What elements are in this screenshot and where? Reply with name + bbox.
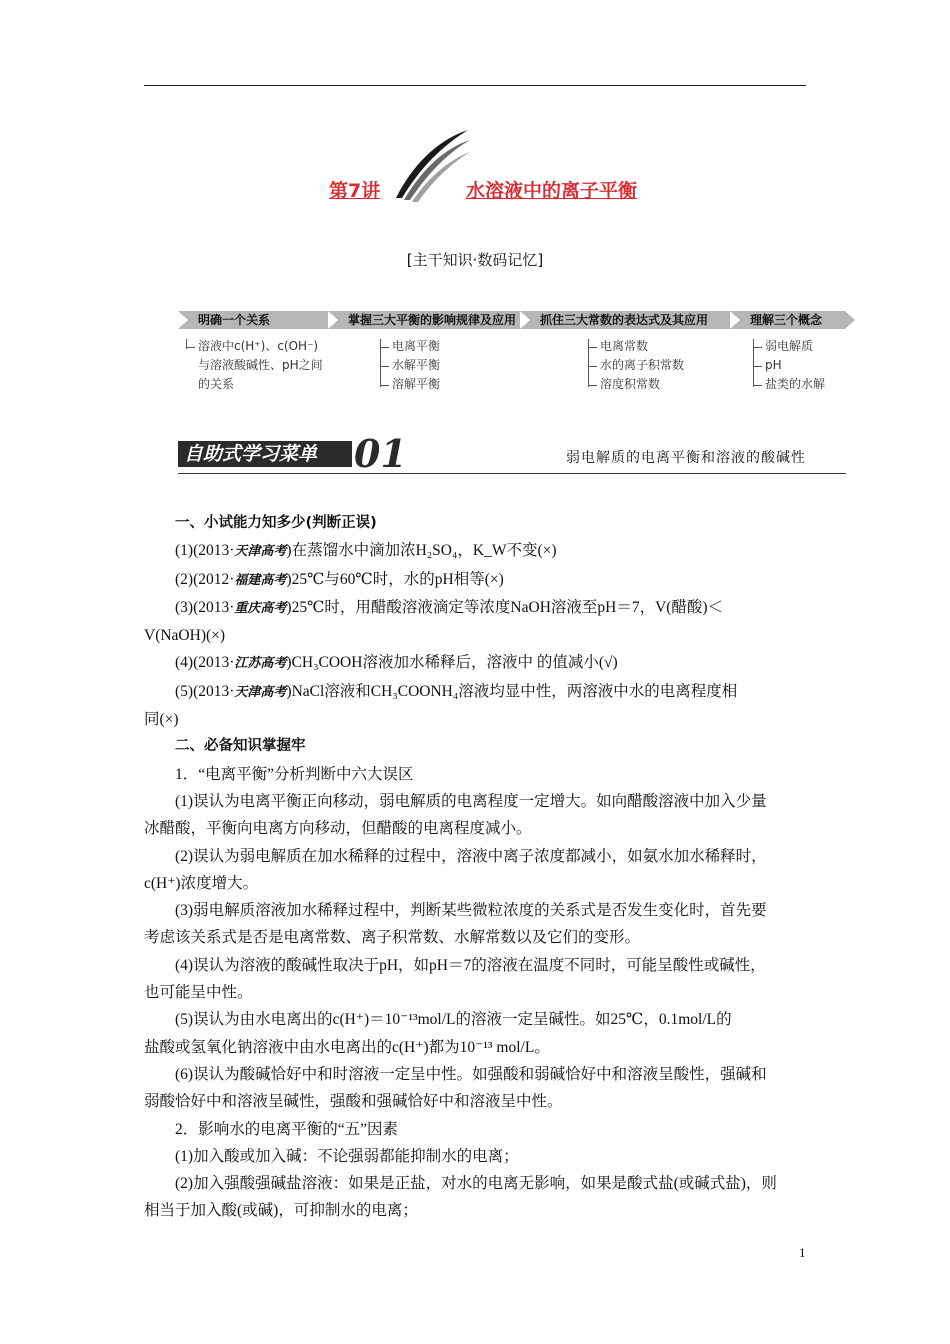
banner-notch: [730, 311, 740, 329]
source-label: 天津高考: [234, 544, 287, 560]
point-3-cont: 考虑该关系式是否是电离常数、离子积常数、水解常数以及它们的变形。: [144, 929, 641, 947]
banner-1: [178, 311, 328, 329]
lecture-title: 水溶液中的离子平衡: [466, 180, 638, 202]
banner-notch: [178, 311, 188, 329]
tree-col-4: [753, 337, 825, 394]
banner-3-label: 抓住三大常数的表达式及其应用: [540, 313, 709, 327]
point-6: (6)误认为酸碱恰好中和时溶液一定呈中性。如强酸和弱碱恰好中和溶液呈酸性，强碱和: [175, 1065, 767, 1083]
subheading-1: 1．“电离平衡”分析判断中六大误区: [175, 765, 414, 783]
page-number: 1: [799, 1245, 806, 1260]
question-5-cont: 同(×): [144, 711, 179, 729]
heading-2: 二、必备知识掌握牢: [175, 738, 306, 755]
question-3: (3)(2013·重庆高考)25℃时，用醋酸溶液滴定等浓度NaOH溶液至pH＝7，V(醋酸)＜: [175, 598, 724, 616]
lecture-label: 第7讲: [329, 180, 381, 202]
tree-item: 水解平衡: [380, 356, 440, 375]
banner-2: [328, 311, 520, 329]
question-4: (4)(2013·江苏高考)CH₃COOH溶液加水稀释后，溶液中 的值减小(√): [175, 654, 618, 672]
tree-item: 电离平衡: [380, 337, 440, 356]
tree-item-cont: 的关系: [198, 377, 235, 391]
heading-1: 一、小试能力知多少(判断正误): [175, 515, 377, 531]
point-2: (2)误认为弱电解质在加水稀释的过程中，溶液中离子浓度都减小，如氨水加水稀释时，: [175, 847, 767, 865]
source-label: 重庆高考: [234, 600, 287, 616]
section-header: [178, 431, 846, 476]
tree-item: 溶液中c(H⁺)、c(OH⁻): [186, 337, 323, 356]
banner-2-label: 掌握三大平衡的影响规律及应用: [348, 313, 517, 327]
point-4-cont: 也可能呈中性。: [144, 984, 253, 1002]
point-3: (3)弱电解质溶液加水稀释过程中，判断某些微粒浓度的关系式是否发生变化时，首先要: [175, 902, 767, 920]
decorative-swoosh-icon: [392, 126, 472, 206]
factor-1: (1)加入酸或加入碱：不论强弱都能抑制水的电离；: [175, 1147, 519, 1165]
tree-col-2: [380, 337, 440, 394]
main-content: [144, 510, 806, 1225]
subtitle: [主干知识·数码记忆]: [406, 251, 544, 269]
tree-item: pH: [753, 356, 825, 375]
question-5: (5)(2013·天津高考)NaCl溶液和CH₃COONH₄溶液均显中性，两溶液中水的电离程度相: [175, 682, 738, 700]
source-label: 福建高考: [234, 572, 287, 588]
tree-item: 水的离子积常数: [588, 356, 684, 375]
banner-4: [730, 311, 845, 329]
tree-item: 电离常数: [588, 337, 684, 356]
point-2-cont: c(H⁺)浓度增大。: [144, 874, 259, 892]
factor-2-cont: 相当于加入酸(或碱)，可抑制水的电离；: [144, 1202, 418, 1220]
factor-2: (2)加入强酸强碱盐溶液：如果是正盐，对水的电离无影响，如果是酸式盐(或碱式盐)，则: [175, 1175, 777, 1193]
banner-arrow-tip: [845, 311, 855, 329]
source-label: 江苏高考: [234, 656, 287, 672]
source-label: 天津高考: [234, 684, 287, 700]
point-1: (1)误认为电离平衡正向移动，弱电解质的电离程度一定增大。如向醋酸溶液中加入少量: [175, 792, 767, 810]
point-4: (4)误认为溶液的酸碱性取决于pH，如pH＝7的溶液在温度不同时，可能呈酸性或碱性，: [175, 956, 766, 974]
tree-item-cont: 与溶液酸碱性、pH之间: [198, 358, 323, 372]
tree-col-1: [186, 337, 323, 394]
tree-item: 溶解平衡: [380, 375, 440, 394]
menu-label: 自助式学习菜单: [178, 441, 352, 467]
point-5: (5)误认为由水电离出的c(H⁺)＝10⁻¹³mol/L的溶液一定呈碱性。如25℃，0.1mol/L的: [175, 1011, 732, 1029]
point-5-cont: 盐酸或氢氧化钠溶液中由水电离出的c(H⁺)都为10⁻¹³ mol/L。: [144, 1038, 550, 1056]
banner-1-label: 明确一个关系: [198, 313, 271, 327]
point-6-cont: 弱酸恰好中和溶液呈碱性，强酸和强碱恰好中和溶液呈中性。: [144, 1093, 563, 1111]
tree-item: 弱电解质: [753, 337, 825, 356]
banner-4-label: 理解三个概念: [750, 313, 823, 327]
banner-3: [520, 311, 730, 329]
tree-item: 盐类的水解: [753, 375, 825, 394]
question-2: (2)(2012·福建高考)25℃与60℃时，水的pH相等(×): [175, 570, 504, 588]
menu-number: 01: [354, 431, 407, 476]
banner-notch: [520, 311, 530, 329]
top-rule: [144, 85, 806, 86]
point-1-cont: 冰醋酸，平衡向电离方向移动，但醋酸的电离程度减小。: [144, 820, 532, 838]
question-1: (1)(2013·天津高考)在蒸馏水中滴加浓H₂SO₄，K_W不变(×): [175, 542, 557, 560]
section-topic: 弱电解质的电离平衡和溶液的酸碱性: [566, 450, 806, 466]
tree-col-3: [588, 337, 684, 394]
banner-notch: [328, 311, 338, 329]
tree-item: 溶度积常数: [588, 375, 684, 394]
subheading-2: 2．影响水的电离平衡的“五”因素: [175, 1120, 399, 1138]
question-3-cont: V(NaOH)(×): [144, 627, 226, 645]
